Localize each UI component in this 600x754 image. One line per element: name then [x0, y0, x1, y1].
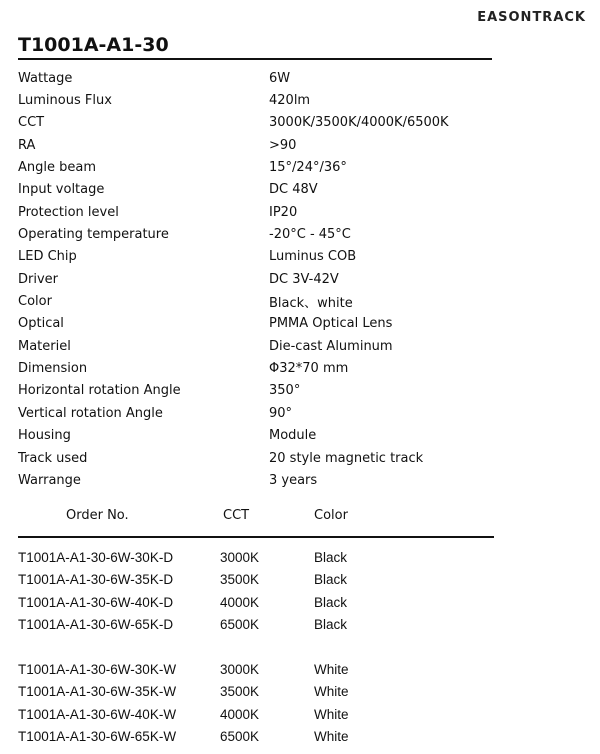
order-color: Black	[314, 594, 348, 610]
order-number: T1001A-A1-30-6W-30K-D	[18, 550, 174, 565]
spec-value: DC 48V	[269, 182, 318, 198]
spec-row	[18, 425, 498, 447]
spec-row	[18, 380, 498, 402]
spec-row	[18, 335, 498, 357]
spec-value: Φ32*70 mm	[269, 361, 349, 377]
order-number: T1001A-A1-30-6W-35K-D	[18, 572, 174, 588]
spec-label: Materiel	[18, 338, 71, 354]
order-row	[18, 705, 498, 727]
spec-label: Protection level	[18, 204, 119, 220]
spec-value: Black、white	[269, 296, 353, 312]
order-group-black	[18, 548, 498, 637]
spec-row	[18, 357, 498, 379]
order-cct: 6500K	[220, 729, 260, 745]
spec-label: LED Chip	[18, 249, 77, 265]
order-number: T1001A-A1-30-6W-65K-W	[18, 729, 177, 745]
title-divider	[18, 58, 492, 60]
order-table-divider	[18, 536, 494, 538]
spec-table	[18, 67, 498, 492]
order-no-header: Order No.	[66, 508, 129, 523]
order-row	[18, 570, 498, 592]
spec-value: DC 3V-42V	[269, 271, 339, 287]
spec-row	[18, 268, 498, 290]
spec-row	[18, 469, 498, 491]
order-cct: 3500K	[220, 684, 260, 700]
spec-row	[18, 179, 498, 201]
spec-value: PMMA Optical Lens	[269, 316, 393, 332]
spec-label: Wattage	[18, 70, 73, 86]
spec-value: 3000K/3500K/4000K/6500K	[269, 115, 449, 131]
spec-label: Luminous Flux	[18, 93, 112, 109]
order-row	[18, 682, 498, 704]
spec-value: Die-cast Aluminum	[269, 338, 393, 354]
spec-row	[18, 246, 498, 268]
spec-value: >90	[269, 137, 297, 153]
spec-value: IP20	[269, 204, 298, 220]
spec-label: Track used	[18, 450, 88, 466]
order-row	[18, 727, 498, 749]
spec-row	[18, 402, 498, 424]
spec-row	[18, 447, 498, 469]
spec-row	[18, 313, 498, 335]
order-color: White	[314, 706, 349, 722]
order-row	[18, 615, 498, 637]
spec-label: Driver	[18, 271, 59, 287]
order-row	[18, 548, 498, 570]
order-cct: 6500K	[220, 617, 260, 633]
spec-label: Dimension	[18, 361, 88, 377]
spec-label: Warrange	[18, 472, 81, 488]
order-color: Black	[314, 550, 348, 565]
spec-value: Module	[269, 428, 317, 444]
brand-logo: EASONTRACK	[477, 10, 586, 25]
spec-value: 3 years	[269, 472, 318, 488]
spec-label: Operating temperature	[18, 227, 169, 243]
spec-label: Optical	[18, 316, 64, 332]
spec-value: 20 style magnetic track	[269, 450, 424, 466]
spec-label: Angle beam	[18, 160, 97, 176]
spec-row	[18, 89, 498, 111]
spec-label: RA	[18, 137, 36, 153]
order-number: T1001A-A1-30-6W-40K-W	[18, 706, 177, 722]
spec-label: Housing	[18, 428, 71, 444]
order-cct: 3000K	[220, 662, 260, 677]
order-color: White	[314, 684, 349, 700]
spec-label: Color	[18, 294, 52, 310]
order-number: T1001A-A1-30-6W-40K-D	[18, 594, 174, 610]
order-color: Black	[314, 617, 348, 633]
spec-row	[18, 223, 498, 245]
order-row	[18, 660, 498, 682]
spec-label: Input voltage	[18, 182, 105, 198]
order-number: T1001A-A1-30-6W-30K-W	[18, 662, 177, 677]
spec-value: 15°/24°/36°	[269, 160, 347, 176]
spec-label: Horizontal rotation Angle	[18, 383, 181, 399]
order-color: White	[314, 729, 349, 745]
order-cct: 3000K	[220, 550, 260, 565]
order-cct: 4000K	[220, 594, 260, 610]
spec-label: Vertical rotation Angle	[18, 405, 163, 421]
spec-row	[18, 134, 498, 156]
spec-row	[18, 201, 498, 223]
spec-row	[18, 156, 498, 178]
order-group-white	[18, 660, 498, 749]
order-cct: 3500K	[220, 572, 260, 588]
spec-row	[18, 112, 498, 134]
order-color: White	[314, 662, 349, 677]
spec-value: 90°	[269, 405, 293, 421]
product-title: T1001A-A1-30	[18, 34, 169, 56]
cct-header: CCT	[223, 508, 250, 523]
order-color: Black	[314, 572, 348, 588]
spec-value: 420lm	[269, 93, 311, 109]
order-cct: 4000K	[220, 706, 260, 722]
order-number: T1001A-A1-30-6W-35K-W	[18, 684, 177, 700]
spec-row	[18, 67, 498, 89]
spec-value: -20°C - 45°C	[269, 227, 351, 243]
order-row	[18, 593, 498, 615]
spec-label: CCT	[18, 115, 45, 131]
spec-value: 350°	[269, 383, 301, 399]
order-table-header	[18, 508, 498, 528]
color-header: Color	[314, 508, 348, 523]
spec-value: 6W	[269, 70, 291, 86]
order-number: T1001A-A1-30-6W-65K-D	[18, 617, 174, 633]
spec-row	[18, 290, 498, 312]
spec-value: Luminus COB	[269, 249, 357, 265]
